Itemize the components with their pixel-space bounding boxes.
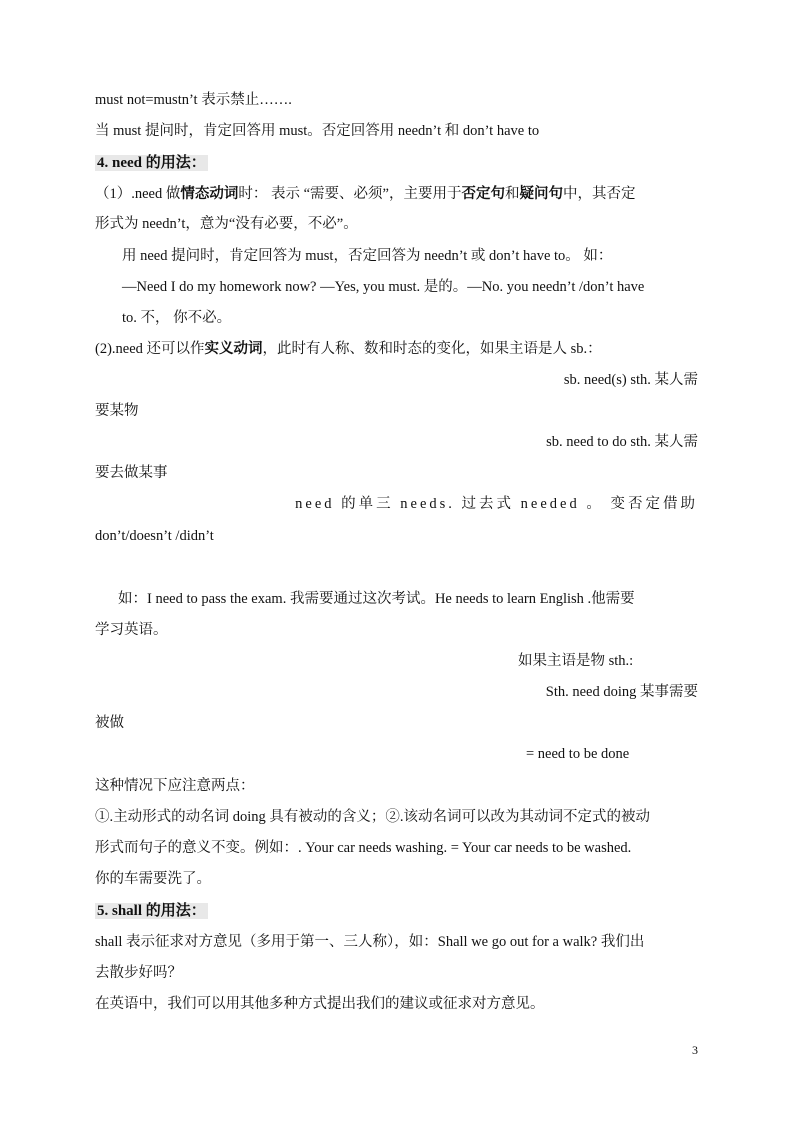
line-example-dialog: —Need I do my homework now? —Yes, you must. 是的。—No. you needn’t /don’t have (122, 279, 645, 295)
line-equivalent-passive: = need to be done (526, 746, 630, 762)
line-note-1: ①.主动形式的动名词 doing 具有被动的含义；②.该动名词可以改为其动词不定式的被动 (95, 809, 651, 825)
line-note-2-translation: 你的车需要洗了。 (95, 871, 211, 887)
line-need-question: 用 need 提问时，肯定回答为 must，否定回答为 needn’t 或 don’t have to。 如： (122, 248, 613, 264)
line-mustnt: must not=mustn’t 表示禁止……. (95, 92, 292, 108)
line-pattern-sth-need-doing: Sth. need doing 某事需要 (545, 684, 698, 700)
line-need-main-verb: (2).need 还可以作实义动词，此时有人称、数和时态的变化，如果主语是人 sb.： (95, 341, 602, 357)
line-need-forms: need 的单三 needs. 过去式 needed 。 变否定借助 (295, 496, 698, 512)
line-example-need-to-cont: 学习英语。 (95, 622, 168, 638)
line-negative-auxiliaries: don’t/doesn’t /didn’t (95, 528, 214, 544)
line-pattern-meaning-2: 要去做某事 (95, 465, 168, 481)
page-number: 3 (692, 1043, 698, 1057)
section-heading-need: 4. need 的用法： (97, 155, 206, 171)
line-shall-usage: shall 表示征求对方意见（多用于第一、三人称），如：Shall we go out for a walk? 我们出 (95, 934, 645, 950)
line-must-question: 当 must 提问时，肯定回答用 must。否定回答用 needn’t 和 don’t have to (95, 123, 540, 139)
line-pattern-sb-need-to-do: sb. need to do sth. 某人需 (546, 434, 698, 450)
line-pattern-meaning-3: 被做 (95, 715, 124, 731)
line-example-dialog-cont: to. 不， 你不必。 (122, 310, 232, 326)
line-neednt-form: 形式为 needn’t，意为“没有必要，不必”。 (95, 216, 358, 232)
line-need-modal: （1）.need 做情态动词时： 表示 “需要、必须”，主要用于否定句和疑问句中，其否定 (95, 186, 636, 202)
section-heading-shall: 5. shall 的用法： (97, 903, 206, 919)
line-pattern-sb-need-sth: sb. need(s) sth. 某人需 (563, 372, 698, 388)
line-example-need-to: 如：I need to pass the exam. 我需要通过这次考试。He needs to learn English .他需要 (118, 591, 635, 607)
line-note-2: 形式而句子的意义不变。例如：. Your car needs washing. = Your car needs to be washed. (95, 840, 632, 856)
line-shall-usage-cont: 去散步好吗？ (95, 965, 182, 981)
line-notes-heading: 这种情况下应注意两点： (95, 778, 255, 794)
line-suggestion-note: 在英语中，我们可以用其他多种方式提出我们的建议或征求对方意见。 (95, 996, 545, 1012)
line-pattern-meaning-1: 要某物 (95, 403, 139, 419)
line-subject-thing: 如果主语是物 sth.: (518, 653, 634, 669)
